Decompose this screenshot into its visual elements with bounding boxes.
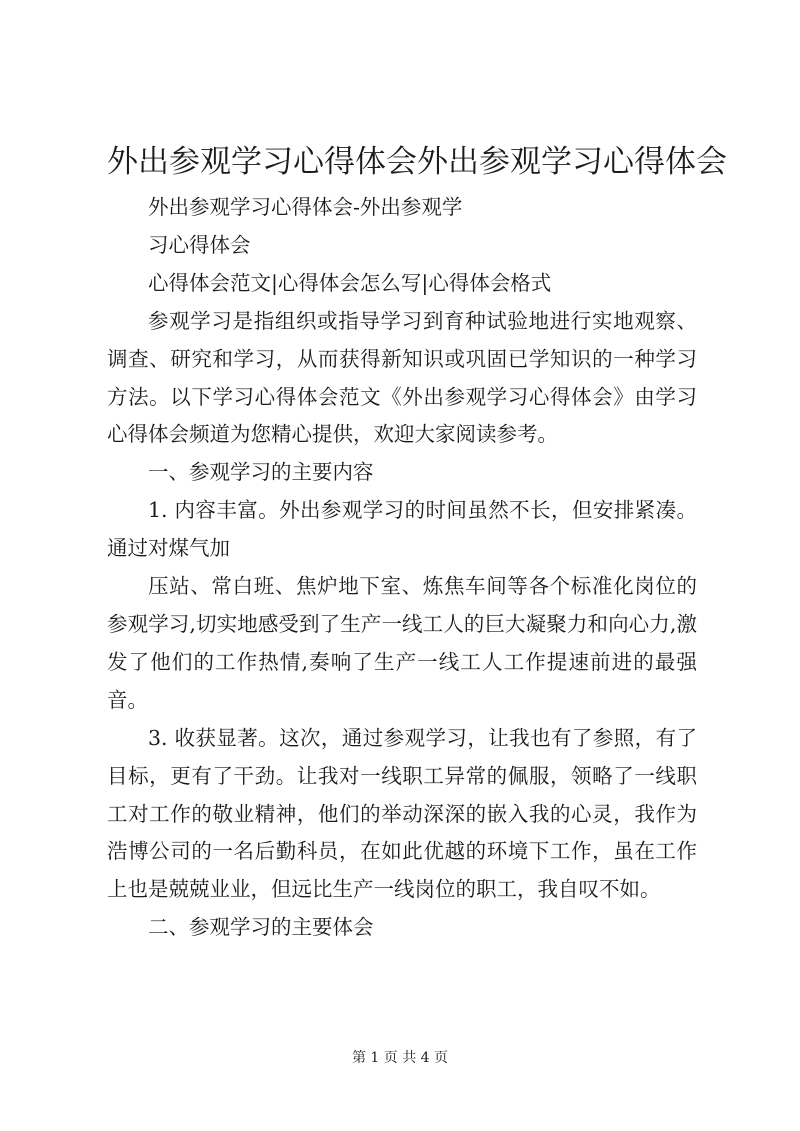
document-body xyxy=(107,189,697,947)
page-number-footer: 第 1 页 共 4 页 xyxy=(351,1050,449,1066)
document-title: 外出参观学习心得体会外出参观学习心得体会 xyxy=(107,144,727,180)
paragraph-item-3: 3. 收获显著。这次，通过参观学习，让我也有了参照，有了目标，更有了干劲。让我对一线职工异常的佩服，领略了一线职工对工作的敬业精神，他们的举动深深的嵌入我的心灵，我作为浩博公司的一名后勤科员，在如此优越的环境下工作，虽在工作上也是兢兢业业，但远比生产一线岗位的职工，我自叹不如。 xyxy=(107,725,697,902)
paragraph-subtitle-line-1: 外出参观学习心得体会-外出参观学 xyxy=(148,195,463,219)
paragraph-item-1-continued: 压站、常白班、焦炉地下室、炼焦车间等各个标准化岗位的参观学习,切实地感受到了生产一线工人的巨大凝聚力和向心力,激发了他们的工作热情,奏响了生产一线工人工作提速前进的最强音。 xyxy=(107,574,697,712)
paragraph-subtitle-line-2: 习心得体会 xyxy=(148,232,251,257)
paragraph-category-links: 心得体会范文|心得体会怎么写|心得体会格式 xyxy=(148,270,552,295)
section-heading-2: 二、参观学习的主要体会 xyxy=(148,915,374,940)
paragraph-item-1: 1. 内容丰富。外出参观学习的时间虽然不长，但安排紧凑。通过对煤气加 xyxy=(107,498,697,561)
paragraph-intro: 参观学习是指组织或指导学习到育种试验地进行实地观察、调查、研究和学习，从而获得新知识或巩固已学知识的一种学习方法。以下学习心得体会范文《外出参观学习心得体会》由学习心得体会频道为您精心提供，欢迎大家阅读参考。 xyxy=(107,308,697,447)
section-heading-1: 一、参观学习的主要内容 xyxy=(148,460,374,485)
